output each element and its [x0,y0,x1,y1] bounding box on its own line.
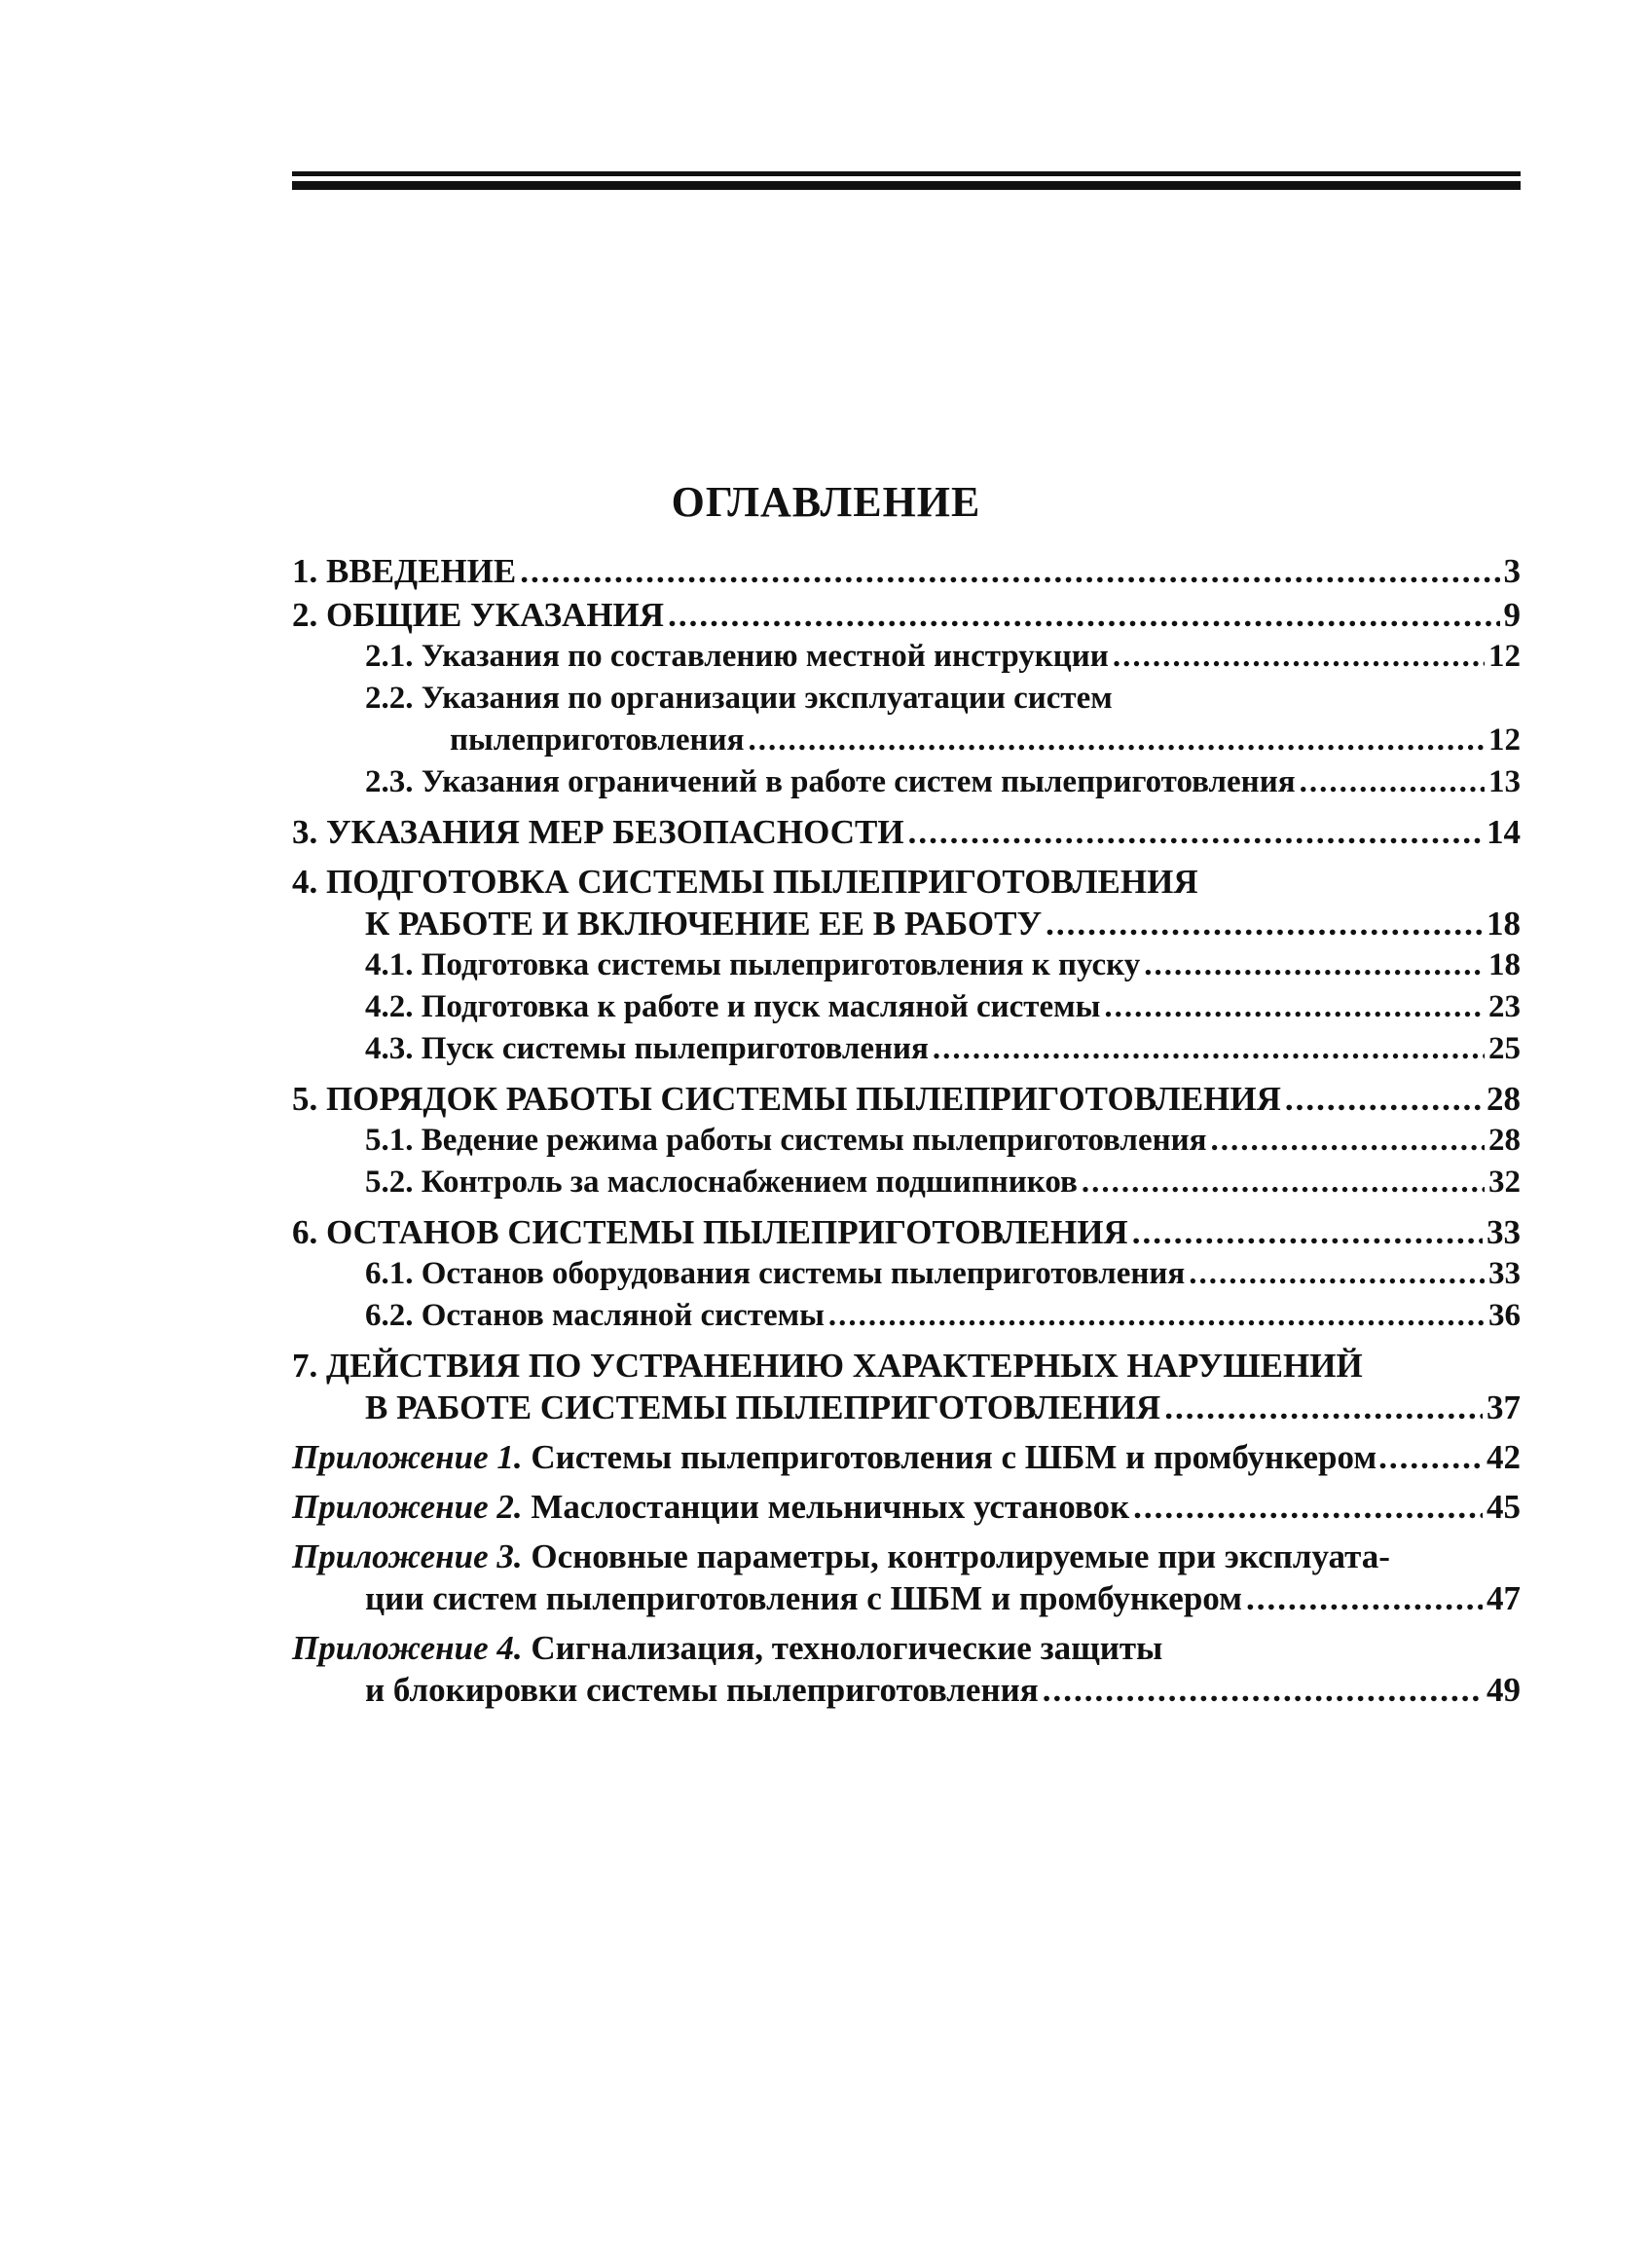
toc-page-number: 13 [1488,764,1521,799]
toc-entry-text: 5.1. Ведение режима работы системы пылеприготовления [365,1123,1207,1158]
toc-page-number: 23 [1488,989,1521,1024]
leader-dots [1082,1162,1485,1203]
toc-entry-text: 4.1. Подготовка системы пылеприготовления к пуску [365,947,1141,982]
toc-page-number: 9 [1503,596,1521,634]
leader-dots [1378,1436,1485,1478]
leader-dots [933,1028,1485,1070]
appendix-label: Приложение 4. [292,1629,523,1667]
toc-entry-text: Системы пылеприготовления с ШБМ и промбункером [531,1438,1377,1476]
leader-dots [1144,944,1485,986]
leader-dots [1246,1577,1483,1619]
toc-page-number: 12 [1488,639,1521,674]
toc-entry-text: 4.2. Подготовка к работе и пуск масляной системы [365,989,1101,1024]
leader-dots [748,720,1485,761]
toc-entry-2-2[interactable] [292,678,1521,761]
appendix-label: Приложение 3. [292,1537,523,1575]
toc-entry-text: пылеприготовления [450,722,745,758]
appendix-label: Приложение 1. [292,1438,523,1476]
leader-dots [1046,903,1483,944]
toc-entry-6-2[interactable] [292,1295,1521,1337]
toc-page-number: 32 [1488,1165,1521,1200]
toc-page-number: 14 [1487,813,1521,851]
toc-entry-6-1[interactable] [292,1253,1521,1295]
leader-dots [908,811,1483,853]
toc-appendix-3[interactable] [292,1536,1521,1619]
toc-page-number: 33 [1488,1256,1521,1291]
toc-entry-4[interactable] [292,861,1521,944]
toc-entry-text-line1: Сигнализация, технологические защиты [531,1629,1163,1667]
toc-page-number: 37 [1487,1388,1521,1426]
toc-entry-text: 4.3. Пуск системы пылеприготовления [365,1031,929,1066]
leader-dots [1164,1387,1483,1428]
toc-page-number: 42 [1487,1438,1521,1476]
leader-dots [1210,1120,1485,1162]
toc-entry-text: 6.1. Останов оборудования системы пылеприготовления [365,1256,1186,1291]
toc-entry-text: 6. ОСТАНОВ СИСТЕМЫ ПЫЛЕПРИГОТОВЛЕНИЯ [292,1213,1128,1251]
toc-entry-text-line1: 4. ПОДГОТОВКА СИСТЕМЫ ПЫЛЕПРИГОТОВЛЕНИЯ [292,863,1198,901]
toc-entry-text: и блокировки системы пылеприготовления [365,1671,1039,1709]
leader-dots [1113,636,1485,678]
toc-entry-text: ции систем пылеприготовления с ШБМ и промбункером [365,1579,1242,1617]
table-of-contents [292,550,1521,1711]
leader-dots [828,1295,1485,1337]
toc-page-number: 49 [1487,1671,1521,1709]
toc-page-number: 45 [1487,1488,1521,1526]
leader-dots [1189,1253,1485,1295]
toc-page-number: 33 [1487,1213,1521,1251]
leader-dots [1043,1669,1483,1711]
toc-entry-2-3[interactable] [292,761,1521,803]
leader-dots [1133,1486,1483,1528]
toc-entry-text-line1: 7. ДЕЙСТВИЯ ПО УСТРАНЕНИЮ ХАРАКТЕРНЫХ НАРУШЕНИЙ [292,1347,1363,1385]
toc-entry-text: 3. УКАЗАНИЯ МЕР БЕЗОПАСНОСТИ [292,813,904,851]
toc-entry-text: В РАБОТЕ СИСТЕМЫ ПЫЛЕПРИГОТОВЛЕНИЯ [365,1388,1161,1426]
toc-appendix-1[interactable] [292,1436,1521,1478]
toc-entry-4-1[interactable] [292,944,1521,986]
header-rule [292,171,1521,190]
toc-page-number: 47 [1487,1579,1521,1617]
toc-entry-text-line1: 2.2. Указания по организации эксплуатации систем [365,681,1113,716]
toc-entry-3[interactable] [292,811,1521,853]
toc-page-number: 28 [1487,1080,1521,1118]
toc-page-number: 18 [1488,947,1521,982]
toc-entry-7[interactable] [292,1345,1521,1428]
toc-entry-4-3[interactable] [292,1028,1521,1070]
toc-entry-5-1[interactable] [292,1120,1521,1162]
toc-entry-4-2[interactable] [292,986,1521,1028]
toc-entry-text: 5.2. Контроль за маслоснабжением подшипников [365,1165,1078,1200]
toc-page-number: 3 [1503,552,1521,590]
toc-entry-1[interactable] [292,550,1521,592]
leader-dots [1132,1211,1483,1253]
leader-dots [1300,761,1485,803]
appendix-label: Приложение 2. [292,1488,523,1526]
toc-entry-text: 2. ОБЩИЕ УКАЗАНИЯ [292,596,665,634]
leader-dots [1285,1078,1483,1120]
toc-entry-text: 1. ВВЕДЕНИЕ [292,552,517,590]
toc-page-number: 36 [1488,1298,1521,1333]
toc-entry-2-1[interactable] [292,636,1521,678]
toc-entry-text-line1: Основные параметры, контролируемые при эксплуата- [531,1537,1390,1575]
toc-page-number: 25 [1488,1031,1521,1066]
toc-page-number: 12 [1488,722,1521,758]
toc-entry-5-2[interactable] [292,1162,1521,1203]
toc-entry-text: К РАБОТЕ И ВКЛЮЧЕНИЕ ЕЕ В РАБОТУ [365,905,1043,943]
toc-appendix-4[interactable] [292,1627,1521,1711]
toc-entry-6[interactable] [292,1211,1521,1253]
leader-dots [1104,986,1485,1028]
toc-entry-2[interactable] [292,594,1521,636]
leader-dots [668,594,1499,636]
toc-entry-text: 2.3. Указания ограничений в работе систем пылеприготовления [365,764,1296,799]
toc-entry-text: 5. ПОРЯДОК РАБОТЫ СИСТЕМЫ ПЫЛЕПРИГОТОВЛЕНИЯ [292,1080,1281,1118]
toc-entry-text: 6.2. Останов масляной системы [365,1298,825,1333]
toc-entry-text: 2.1. Указания по составлению местной инструкции [365,639,1109,674]
toc-entry-text: Маслостанции мельничных установок [531,1488,1130,1526]
toc-page-number: 28 [1488,1123,1521,1158]
page-title: ОГЛАВЛЕНИЕ [671,478,981,526]
leader-dots [520,550,1499,592]
toc-entry-5[interactable] [292,1078,1521,1120]
toc-appendix-2[interactable] [292,1486,1521,1528]
toc-page-number: 18 [1487,905,1521,943]
